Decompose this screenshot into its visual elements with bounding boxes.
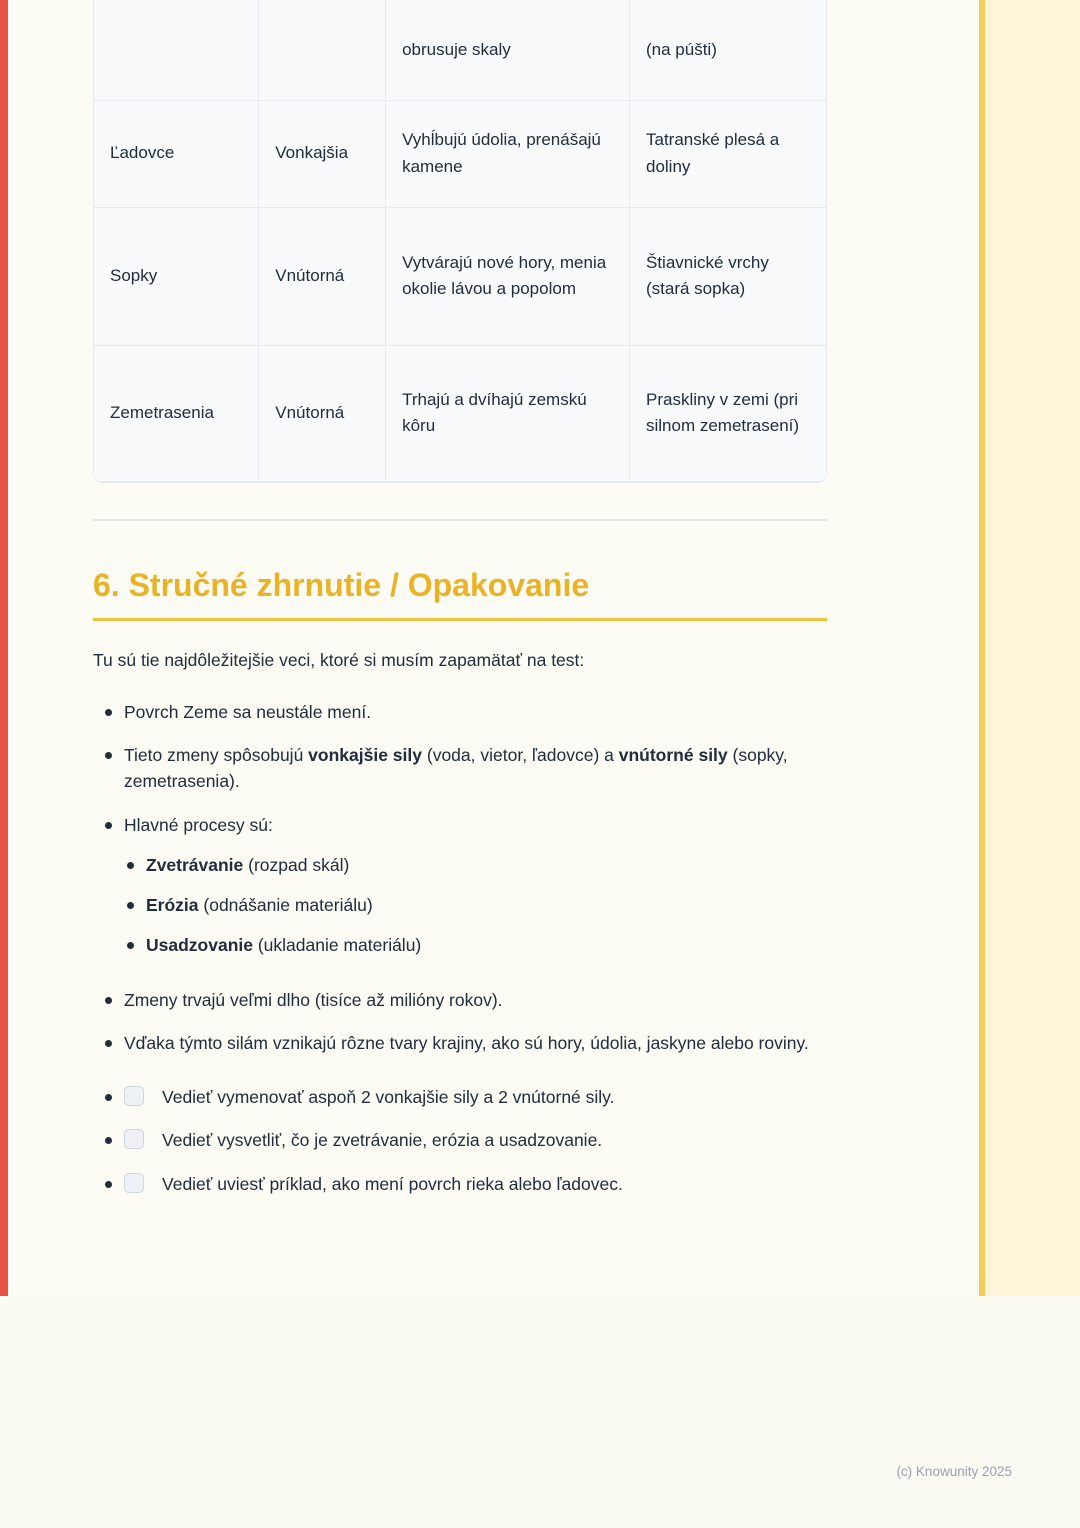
summary-list xyxy=(93,699,827,1197)
list-item-text: Vďaka týmto silám vznikajú rôzne tvary krajiny, ako sú hory, údolia, jaskyne alebo roviny. xyxy=(124,1032,809,1053)
list-item-text: Zmeny trvajú veľmi dlho (tisíce až milióny rokov). xyxy=(124,989,503,1010)
list-item-text xyxy=(146,892,827,918)
list-item xyxy=(105,742,827,795)
checklist-checkbox[interactable] xyxy=(124,1129,144,1149)
bold-text-segment: Erózia xyxy=(146,895,199,915)
list-item xyxy=(105,812,827,959)
list-item xyxy=(105,1030,827,1056)
list-item-text: Hlavné procesy sú: xyxy=(124,814,273,835)
section-heading: 6. Stručné zhrnutie / Opakovanie xyxy=(93,567,827,621)
list-item-text xyxy=(124,742,827,795)
text-segment: Tieto zmeny spôsobujú xyxy=(124,745,309,765)
checklist-item xyxy=(105,1127,827,1153)
list-item xyxy=(127,932,827,958)
checklist-item-text: Vedieť uviesť príklad, ako mení povrch rieka alebo ľadovec. xyxy=(162,1173,623,1194)
list-item-text xyxy=(146,932,827,958)
checklist-checkbox[interactable] xyxy=(124,1086,144,1106)
bullet-icon xyxy=(105,1137,112,1144)
process-sub-list xyxy=(127,852,827,959)
table-cell: Vyhĺbujú údolia, prenášajú kamene xyxy=(386,100,630,207)
list-item-row xyxy=(105,812,827,838)
bullet-icon xyxy=(127,862,134,869)
list-item xyxy=(127,892,827,918)
checklist-checkbox[interactable] xyxy=(124,1173,144,1193)
bullet-icon xyxy=(105,1040,112,1047)
bullet-icon xyxy=(127,902,134,909)
list-item xyxy=(105,987,827,1013)
table-cell: Zemetrasenia xyxy=(94,345,259,481)
list-item-text xyxy=(146,852,827,878)
table-cell: Sopky xyxy=(94,207,259,345)
table-cell: obrusuje skaly xyxy=(386,0,630,100)
forces-table-wrapper xyxy=(93,0,827,483)
checklist-item-text: Vedieť vysvetliť, čo je zvetrávanie, erózia a usadzovanie. xyxy=(162,1130,603,1151)
bullet-icon xyxy=(127,942,134,949)
list-item xyxy=(127,852,827,878)
table-cell: Tatranské plesá a doliny xyxy=(630,100,827,207)
table-row xyxy=(94,100,826,207)
table-cell xyxy=(259,0,386,100)
left-accent-stripe xyxy=(0,0,8,1296)
bold-text-segment: Zvetrávanie xyxy=(146,854,244,875)
bullet-icon xyxy=(105,997,112,1004)
list-item-text: Povrch Zeme sa neustále mení. xyxy=(124,701,372,722)
checklist-item xyxy=(105,1171,827,1197)
document-body xyxy=(93,0,827,1214)
table-cell: Praskliny v zemi (pri silnom zemetrasení) xyxy=(630,345,827,481)
bold-text-segment: vonkajšie sily xyxy=(308,745,422,765)
copyright-text: (c) Knowunity 2025 xyxy=(896,1464,1012,1479)
table-cell: Vonkajšia xyxy=(259,100,386,207)
bullet-icon xyxy=(105,822,112,829)
table-cell: (na púšti) xyxy=(630,0,827,100)
list-item xyxy=(105,699,827,725)
right-margin-band xyxy=(979,0,1080,1296)
bullet-icon xyxy=(105,752,112,759)
section-divider xyxy=(93,519,827,521)
section-intro: Tu sú tie najdôležitejšie veci, ktoré si musím zapamätať na test: xyxy=(93,649,585,670)
table-cell: Štiavnické vrchy (stará sopka) xyxy=(630,207,827,345)
table-row xyxy=(94,207,826,345)
checklist-item xyxy=(105,1084,827,1110)
checklist-item-text: Vedieť vymenovať aspoň 2 vonkajšie sily a 2 vnútorné sily. xyxy=(162,1087,615,1107)
table-cell: Vnútorná xyxy=(259,345,386,481)
text-segment: (voda, vietor, ľadovce) a xyxy=(422,745,619,765)
text-segment: (rozpad skál) xyxy=(243,854,350,875)
bullet-icon xyxy=(105,1181,112,1188)
text-segment: (odnášanie materiálu) xyxy=(198,895,373,915)
table-cell: Ľadovce xyxy=(94,100,259,207)
bold-text-segment: vnútorné sily xyxy=(618,745,728,765)
bold-text-segment: Usadzovanie xyxy=(146,935,253,956)
table-cell: Vytvárajú nové hory, menia okolie lávou a popolom xyxy=(386,207,630,345)
table-cell: Vnútorná xyxy=(259,207,386,345)
bullet-icon xyxy=(105,1094,112,1101)
forces-table xyxy=(94,0,826,482)
table-cell: Trhajú a dvíhajú zemskú kôru xyxy=(386,345,630,481)
table-row xyxy=(94,345,826,481)
table-cell xyxy=(94,0,259,100)
bullet-icon xyxy=(105,709,112,716)
text-segment: (sopky, zemetrasenia). xyxy=(124,745,788,792)
table-row xyxy=(94,0,826,100)
text-segment: (ukladanie materiálu) xyxy=(252,935,422,956)
